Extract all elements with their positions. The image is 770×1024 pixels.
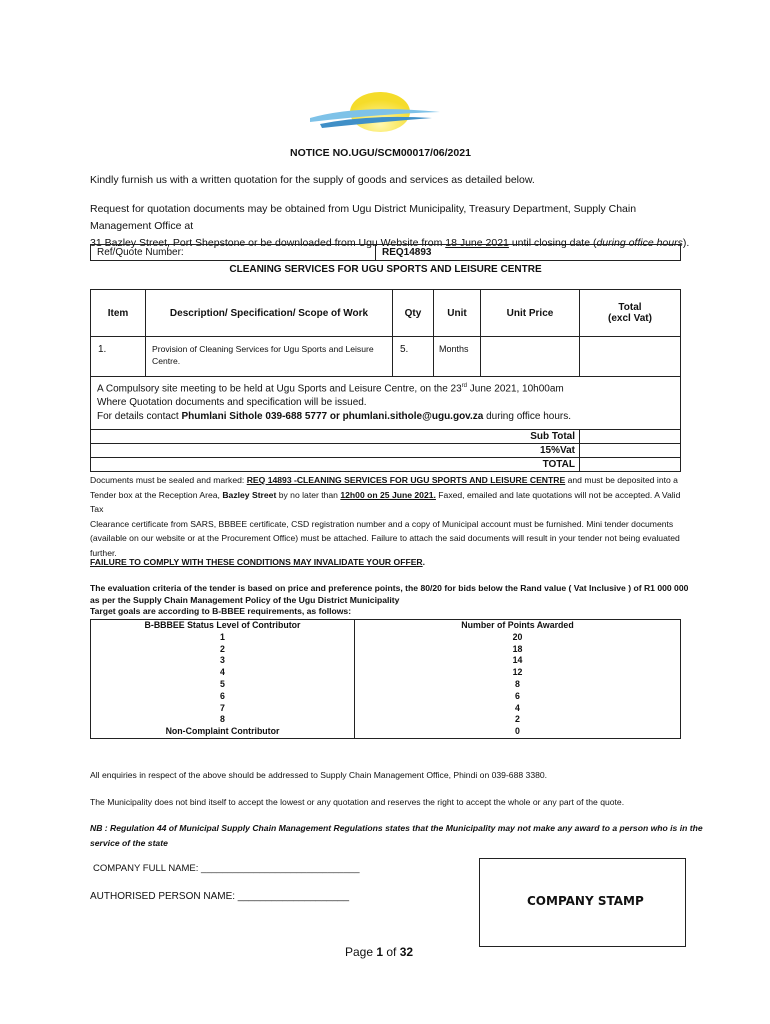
- table-row: 8 2: [91, 714, 681, 726]
- total-label: TOTAL: [91, 458, 580, 472]
- notice-number: NOTICE NO.UGU/SCM00017/06/2021: [290, 147, 471, 159]
- failure-warning: FAILURE TO COMPLY WITH THESE CONDITIONS MAY INVALIDATE YOUR OFFER.: [90, 557, 426, 567]
- subtotal-label: Sub Total: [91, 430, 580, 444]
- ref-label: Ref/Quote Number:: [91, 245, 376, 261]
- table-row: 7 4: [91, 703, 681, 715]
- ref-quote-table: [90, 244, 681, 261]
- site-meeting-note: A Compulsory site meeting to be held at Ugu Sports and Leisure Centre, on the 23rd June 2021, 10h00am Where Quotation documents and specification will be issued. For details contact Phumlani Sithole 039-688 5777 or phumlani.sithole@ugu.gov.za during office hours.: [91, 377, 681, 430]
- bbbee-col2-header: Number of Points Awarded: [355, 620, 681, 632]
- row-desc: Provision of Cleaning Services for Ugu Sports and Leisure Centre.: [146, 337, 393, 377]
- subtotal-value[interactable]: [580, 430, 681, 444]
- quotation-table: [90, 289, 681, 472]
- col-desc-header: Description/ Specification/ Scope of Work: [146, 290, 393, 337]
- no-bind-note: The Municipality does not bind itself to accept the lowest or any quotation and reserves the right to accept the whole or any part of the quote.: [90, 797, 625, 807]
- table-row: 5 8: [91, 679, 681, 691]
- enquiries-note: All enquiries in respect of the above should be addressed to Supply Chain Management Office, Phindi on 039-688 3380.: [90, 770, 548, 780]
- table-row: 4 12: [91, 667, 681, 679]
- col-qty-header: Qty: [393, 290, 434, 337]
- vat-label: 15%Vat: [91, 444, 580, 458]
- col-item-header: Item: [91, 290, 146, 337]
- row-price[interactable]: [481, 337, 580, 377]
- row-unit: Months: [434, 337, 481, 377]
- bbbee-col1-header: B-BBBEE Status Level of Contributor: [91, 620, 355, 632]
- col-unit-header: Unit: [434, 290, 481, 337]
- company-stamp-box: [479, 858, 686, 947]
- company-name-field[interactable]: COMPANY FULL NAME: ______________________________: [93, 863, 360, 874]
- bbbee-table: [90, 619, 681, 739]
- intro-paragraph: Kindly furnish us with a written quotation for the supply of goods and services as detailed below.: [90, 174, 535, 186]
- col-price-header: Unit Price: [481, 290, 580, 337]
- table-row: 3 14: [91, 655, 681, 667]
- company-stamp-label: COMPANY STAMP: [527, 894, 644, 908]
- table-row: Non-Complaint Contributor 0: [91, 726, 681, 738]
- evaluation-criteria: The evaluation criteria of the tender is based on price and preference points, the 80/20 for bids below the Rand value ( Vat Inclusive ) of R1 000 000 as per the Supply Chain Management Policy of the Ugu District Municipality Target goals are according to B-BBEE requirements, as follows:: [90, 583, 689, 616]
- authorised-person-field[interactable]: AUTHORISED PERSON NAME: ____________________: [90, 891, 350, 902]
- table-row: 1 20: [91, 632, 681, 644]
- row-qty: 5.: [393, 337, 434, 377]
- page-number: Page 1 of 32: [345, 945, 414, 959]
- table-row: 2 18: [91, 644, 681, 656]
- total-value[interactable]: [580, 458, 681, 472]
- table-row: 6 6: [91, 691, 681, 703]
- municipality-logo: [300, 88, 450, 133]
- nb-regulation-note: NB : Regulation 44 of Municipal Supply Chain Management Regulations states that the Municipality may not make any award to a person who is in the service of the state: [90, 823, 703, 848]
- row-item: 1.: [91, 337, 146, 377]
- row-total[interactable]: [580, 337, 681, 377]
- ref-title: CLEANING SERVICES FOR UGU SPORTS AND LEISURE CENTRE: [229, 264, 542, 275]
- col-total-header: Total (excl Vat): [580, 290, 681, 337]
- request-paragraph: Request for quotation documents may be obtained from Ugu District Municipality, Treasury Department, Supply Chain Management Office at 31 Bazley Street, Port Shepstone or be downloaded from Ugu Website from 18 June 2021 until closing date (during office hours).: [90, 203, 690, 249]
- documents-paragraph: Documents must be sealed and marked: REQ 14893 -CLEANING SERVICES FOR UGU SPORTS AND LEISURE CENTRE and must be deposited into a Tender box at the Reception Area, Bazley Street by no later than 12h00 on 25 June 2021. Faxed, emailed and late quotations will not be accepted. A Valid Tax Clearance certificate from SARS, BBBEE certificate, CSD registration number and a copy of Municipal account must be furnished. Mini tender documents (available on our website or at the Procurement Office) must be attached. Failure to attach the said documents will result in your tender not being evaluated further.: [90, 475, 681, 558]
- vat-value[interactable]: [580, 444, 681, 458]
- ref-value: REQ14893: [376, 245, 681, 261]
